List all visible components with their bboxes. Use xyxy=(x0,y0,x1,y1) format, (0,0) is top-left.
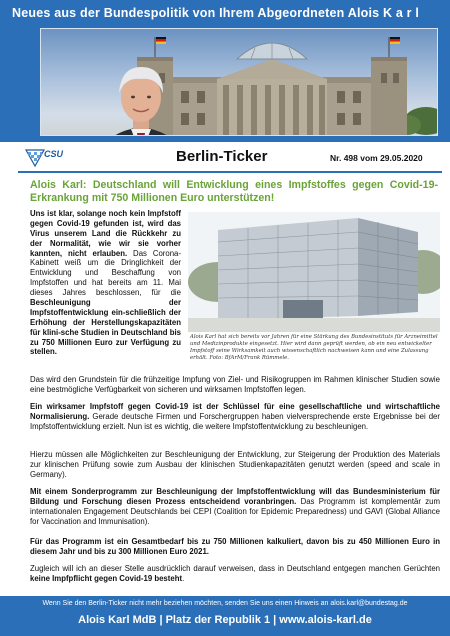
paragraph-4-bold: Mit einem Sonderprogramm zur Beschleunigung der Impfstoffentwicklung will das Bundesministerium für Bildung und Forschung diesen Prozess entscheidend voranbringen. xyxy=(30,487,440,506)
paragraph-5-bold: Für das Programm ist ein Gesamtbedarf bis zu 750 Millionen kalkuliert, davon bis zu 450 Millionen Euro in diesem Jahr und bis zu 300 Millionen Euro 2021. xyxy=(30,537,440,556)
footer-bar xyxy=(0,596,450,636)
paragraph-6-end: . xyxy=(182,573,185,583)
bfarm-building-photo xyxy=(188,212,440,332)
paragraph-4-text: Das Programm ist komplementär zum internationalen Engagement Deutschlands bei CEPI (Coalition for Epidemic Preparedness) und GAVI (Global Alliance for Vaccination and Immunisation). xyxy=(30,496,440,526)
ticker-title: Berlin-Ticker xyxy=(176,148,268,165)
contact-line: Alois Karl MdB | Platz der Republik 1 | www.alois-karl.de xyxy=(78,614,372,626)
lead-bold-intro: Uns ist klar, solange noch kein Impfstoff gegen Covid-19 gefunden ist, wird das Virus unserem Land die Rückkehr zu der Normalität, wie wir sie vorher kannten, nicht erlauben. xyxy=(30,209,181,258)
paragraph-6 xyxy=(30,564,440,584)
figure-caption: Alois Karl hat sich bereits vor Jahren für eine Stärkung des Bundesinstituts für Arzneimittel und Medizinprodukte eingesetzt. Hier wird dann geprüft werden, ob ein neu entwickelter Impfstoff seine Wirksamkeit auch wissenschaftlich nachweisen kann und eine Zulassung erhält. Foto: BfArM/Frank Rümmele. xyxy=(190,334,438,361)
unsubscribe-note: Wenn Sie den Berlin-Ticker nicht mehr beziehen möchten, senden Sie uns einen Hinweis an alois.karl@bundestag.de xyxy=(42,600,408,607)
paragraph-2-text: Gerade deutsche Firmen und Forschergruppen haben vielversprechende erste Ergebnisse bei der Impfstoffentwicklung erzielt. Nun ist es wichtig, die weitere Impfstoffentwicklung zu beschleunigen. xyxy=(30,411,440,431)
lead-paragraph xyxy=(30,209,181,357)
paragraph-1: Das wird den Grundstein für die frühzeitige Impfung von Ziel- und Risikogruppen im Rahmen klinischer Studien sowie eine bestmögliche Verfügbarkeit von sicheren und wirksamen Impfstoffen legen. xyxy=(30,375,440,394)
paragraph-2-bold: Ein wirksamer Impfstoff gegen Covid-19 ist der Schlüssel für eine gesellschaftliche und wirtschaftliche Normalisierung. xyxy=(30,402,440,421)
paragraph-3: Hierzu müssen alle Möglichkeiten zur Beschleunigung der Entwicklung, zur Steigerung der Produktion des Materials zur klinischen Prüfung sowie zum Ausbau der klinischen Studienkapazitäten genutzt werden (speed and scale in Germany). xyxy=(30,450,440,479)
paragraph-2 xyxy=(30,402,440,432)
issue-number-date: Nr. 498 vom 29.05.2020 xyxy=(330,153,423,163)
portrait-photo xyxy=(91,59,191,136)
paragraph-5 xyxy=(30,537,440,557)
article-headline: Alois Karl: Deutschland will Entwicklung eines Impfstoffes gegen Covid-19-Erkrankung mit 750 Millionen Euro unterstützen! xyxy=(30,179,438,204)
ticker-bar xyxy=(18,143,442,173)
paragraph-6-text: Zugleich will ich an dieser Stelle ausdrücklich darauf verweisen, dass in Deutschland entgegen manchen Gerüchten xyxy=(30,564,440,573)
paragraph-6-bold: keine Impfpflicht gegen Covid-19 besteht xyxy=(30,573,183,583)
csu-logo-text: CSU xyxy=(44,149,64,159)
lead-bold-end: Beschleunigung der Impfstoffentwicklung ein-schließlich der Erhöhung der Herstellungskapazitäten für klini-sche Studien in Deutschland bis zu 750 Millionen Euro zur Verfügung zu stellen. xyxy=(30,298,181,357)
header-title: Neues aus der Bundespolitik von Ihrem Abgeordneten Alois K a r l xyxy=(12,6,420,20)
header-banner xyxy=(0,0,450,142)
lead-text: Das Corona-Kabinett weiß um die Dringlichkeit der Entwicklung und Beschaffung von Impfstoffen und hat bereits am 11. Mai dieses Jahres beschlossen, für die xyxy=(30,248,181,298)
header-photo xyxy=(40,28,438,136)
paragraph-4 xyxy=(30,487,440,527)
